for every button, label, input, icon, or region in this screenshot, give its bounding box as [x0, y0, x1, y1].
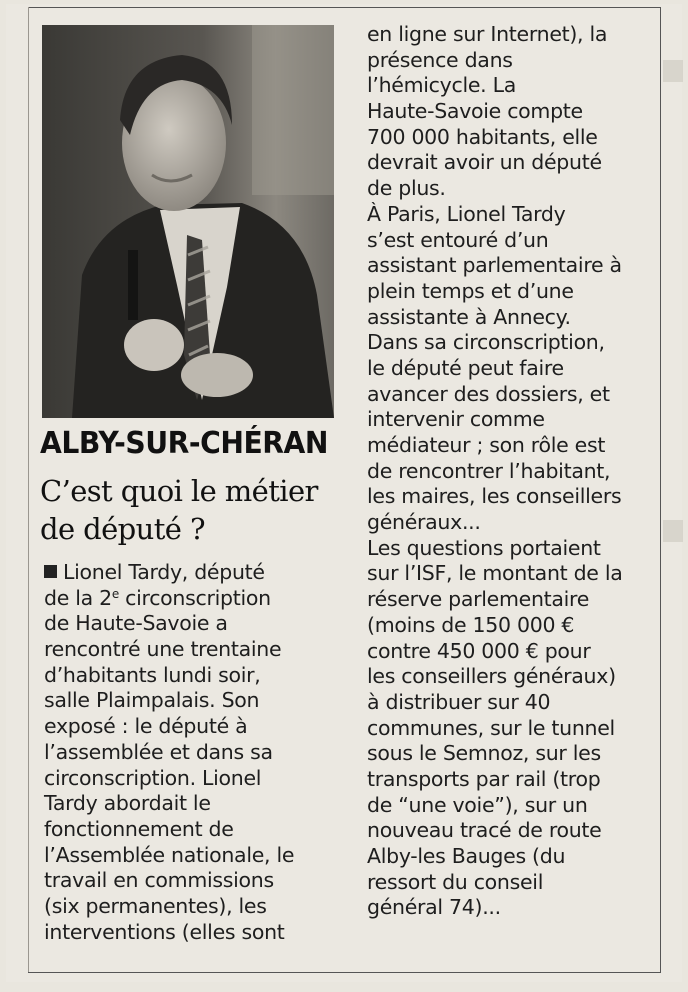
- body-line: les maires, les conseillers: [367, 484, 622, 509]
- body-line: de plus.: [367, 176, 446, 201]
- headline-line: C’est quoi le métier: [40, 474, 318, 508]
- body-line: assistante à Annecy.: [367, 304, 571, 329]
- body-line: 700 000 habitants, elle: [367, 124, 598, 149]
- body-line: avancer des dossiers, et: [367, 381, 610, 406]
- body-line: Dans sa circonscription,: [367, 330, 605, 355]
- body-line: l’Assemblée nationale, le: [44, 842, 295, 867]
- body-line: de rencontrer l’habitant,: [367, 458, 611, 483]
- body-line: interventions (elles sont: [44, 919, 285, 944]
- article-headline: [40, 472, 340, 548]
- body-line: en ligne sur Internet), la: [367, 22, 608, 46]
- body-line: réserve parlementaire: [367, 587, 590, 612]
- body-line: [44, 560, 344, 586]
- body-line: circonscription. Lionel: [44, 765, 262, 790]
- body-line: présence dans: [367, 47, 513, 72]
- body-line: exposé : le député à: [44, 714, 248, 739]
- body-line: l’assemblée et dans sa: [44, 739, 273, 764]
- body-line: transports par rail (trop: [367, 766, 601, 791]
- body-line: (six permanentes), les: [44, 893, 267, 918]
- article-kicker: ALBY-SUR-CHÉRAN: [40, 426, 329, 461]
- body-line: rencontré une trentaine: [44, 637, 282, 662]
- body-line: [44, 586, 344, 612]
- speaker-photo-illustration: [42, 25, 334, 418]
- body-line: Tardy abordait le: [44, 791, 211, 816]
- body-line: intervenir comme: [367, 407, 545, 432]
- body-line: nouveau tracé de route: [367, 818, 602, 843]
- body-line: sous le Semnoz, sur les: [367, 741, 601, 766]
- body-line: Alby-les Bauges (du: [367, 844, 566, 868]
- headline-line: de député ?: [40, 512, 205, 546]
- article-column-right: [367, 22, 667, 921]
- article-column-left: [44, 560, 344, 945]
- body-line: de “une voie”), sur un: [367, 792, 588, 817]
- body-line: plein temps et d’une: [367, 278, 574, 303]
- superscript: e: [111, 586, 119, 601]
- bullet-square-icon: [44, 565, 57, 578]
- body-line: assistant parlementaire à: [367, 253, 622, 278]
- top-border-rule: [28, 7, 660, 8]
- body-line: contre 450 000 € pour: [367, 638, 591, 663]
- body-line: à distribuer sur 40: [367, 689, 551, 714]
- body-line: l’hémicycle. La: [367, 73, 516, 98]
- body-line: Haute-Savoie compte: [367, 99, 583, 124]
- body-line: les conseillers généraux): [367, 664, 616, 689]
- body-line: général 74)...: [367, 895, 501, 920]
- body-line: travail en commissions: [44, 868, 274, 893]
- body-line: communes, sur le tunnel: [367, 715, 615, 740]
- body-line: généraux...: [367, 510, 481, 535]
- body-line: fonctionnement de: [44, 816, 234, 841]
- body-line: ressort du conseil: [367, 869, 544, 894]
- body-line: À Paris, Lionel Tardy: [367, 201, 566, 226]
- body-line: sur l’ISF, le montant de la: [367, 561, 623, 586]
- body-line: salle Plaimpalais. Son: [44, 688, 260, 713]
- body-line: médiateur ; son rôle est: [367, 433, 606, 457]
- body-line: le député peut faire: [367, 355, 564, 380]
- body-line: d’habitants lundi soir,: [44, 662, 261, 687]
- lead-text: Lionel Tardy, député: [63, 560, 265, 584]
- body-line: s’est entouré d’un: [367, 227, 549, 252]
- article-photo: [42, 25, 334, 418]
- body-line: de Haute-Savoie a: [44, 611, 228, 636]
- body-line: Les questions portaient: [367, 535, 601, 560]
- bottom-border-rule: [28, 972, 660, 973]
- lead-text: circonscription: [118, 585, 271, 610]
- lead-text: de la 2: [44, 585, 112, 610]
- body-line: (moins de 150 000 €: [367, 612, 575, 637]
- left-border-rule: [28, 7, 29, 973]
- body-line: devrait avoir un député: [367, 150, 602, 175]
